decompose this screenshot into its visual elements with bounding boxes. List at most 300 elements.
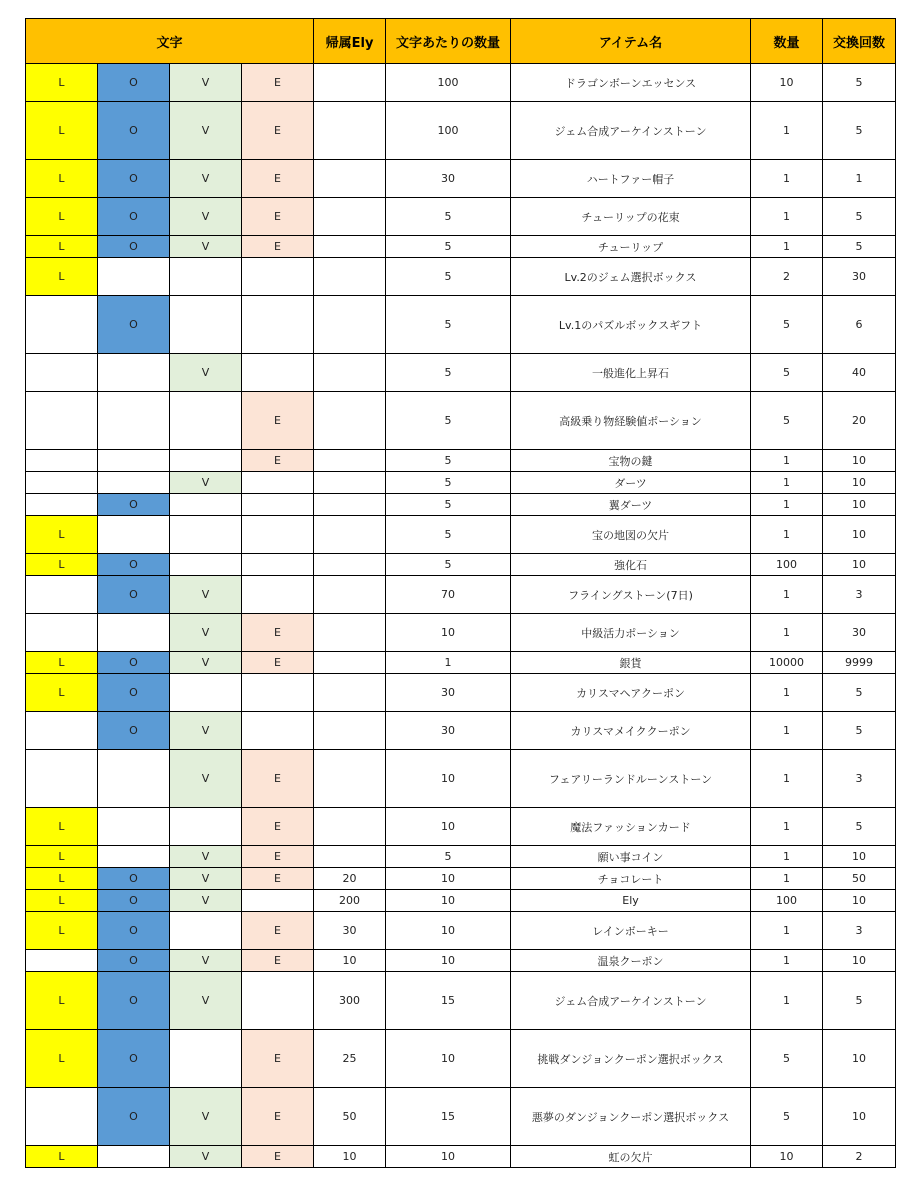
letter-v: V xyxy=(170,64,242,102)
per-letter-cell: 10 xyxy=(386,890,511,912)
item-name-cell: 銀貨 xyxy=(511,652,751,674)
letter-l: L xyxy=(26,868,98,890)
table-row xyxy=(26,258,896,296)
exchange-count-cell: 30 xyxy=(823,614,896,652)
item-name-cell: ダーツ xyxy=(511,472,751,494)
exchange-count-cell: 50 xyxy=(823,868,896,890)
kizoku-ely-cell: 10 xyxy=(314,1146,386,1168)
letter-e: E xyxy=(242,392,314,450)
letter-v xyxy=(170,554,242,576)
exchange-table xyxy=(25,18,896,1168)
table-row xyxy=(26,1088,896,1146)
exchange-count-cell: 10 xyxy=(823,516,896,554)
exchange-count-cell: 10 xyxy=(823,450,896,472)
letter-v xyxy=(170,450,242,472)
letter-o: O xyxy=(98,950,170,972)
letter-v: V xyxy=(170,236,242,258)
exchange-count-cell: 2 xyxy=(823,1146,896,1168)
letter-e: E xyxy=(242,652,314,674)
per-letter-cell: 5 xyxy=(386,846,511,868)
letter-e: E xyxy=(242,808,314,846)
quantity-cell: 10000 xyxy=(751,652,823,674)
letter-o: O xyxy=(98,712,170,750)
exchange-count-cell: 10 xyxy=(823,846,896,868)
letter-v xyxy=(170,392,242,450)
quantity-cell: 1 xyxy=(751,912,823,950)
table-row xyxy=(26,516,896,554)
letter-e: E xyxy=(242,64,314,102)
quantity-cell: 1 xyxy=(751,614,823,652)
exchange-count-cell: 5 xyxy=(823,198,896,236)
letter-l xyxy=(26,494,98,516)
letter-l: L xyxy=(26,808,98,846)
letter-o xyxy=(98,808,170,846)
item-name-cell: フェアリーランドルーンストーン xyxy=(511,750,751,808)
per-letter-cell: 5 xyxy=(386,296,511,354)
quantity-cell: 1 xyxy=(751,516,823,554)
letter-v xyxy=(170,674,242,712)
table-row xyxy=(26,750,896,808)
per-letter-cell: 5 xyxy=(386,392,511,450)
letter-l xyxy=(26,712,98,750)
per-letter-cell: 5 xyxy=(386,258,511,296)
letter-e: E xyxy=(242,1030,314,1088)
letter-e xyxy=(242,354,314,392)
letter-e xyxy=(242,712,314,750)
item-name-cell: 願い事コイン xyxy=(511,846,751,868)
letter-e xyxy=(242,972,314,1030)
letter-l: L xyxy=(26,1030,98,1088)
per-letter-cell: 10 xyxy=(386,1030,511,1088)
exchange-count-cell: 5 xyxy=(823,972,896,1030)
letter-e: E xyxy=(242,1088,314,1146)
letter-l: L xyxy=(26,258,98,296)
kizoku-ely-cell: 30 xyxy=(314,912,386,950)
per-letter-cell: 1 xyxy=(386,652,511,674)
table-row xyxy=(26,198,896,236)
letter-o: O xyxy=(98,912,170,950)
exchange-count-cell: 3 xyxy=(823,750,896,808)
item-name-cell: 中級活力ポーション xyxy=(511,614,751,652)
letter-v: V xyxy=(170,846,242,868)
letter-v: V xyxy=(170,890,242,912)
table-row xyxy=(26,450,896,472)
exchange-count-cell: 3 xyxy=(823,576,896,614)
kizoku-ely-cell: 300 xyxy=(314,972,386,1030)
per-letter-cell: 5 xyxy=(386,236,511,258)
letter-l xyxy=(26,296,98,354)
per-letter-cell: 5 xyxy=(386,198,511,236)
item-name-cell: 翼ダーツ xyxy=(511,494,751,516)
kizoku-ely-cell xyxy=(314,652,386,674)
header-kizoku-ely: 帰属Ely xyxy=(314,19,386,64)
letter-v: V xyxy=(170,102,242,160)
item-name-cell: レインボーキー xyxy=(511,912,751,950)
kizoku-ely-cell: 20 xyxy=(314,868,386,890)
quantity-cell: 1 xyxy=(751,846,823,868)
letter-l: L xyxy=(26,198,98,236)
per-letter-cell: 5 xyxy=(386,472,511,494)
quantity-cell: 5 xyxy=(751,392,823,450)
letter-l xyxy=(26,950,98,972)
per-letter-cell: 10 xyxy=(386,868,511,890)
quantity-cell: 1 xyxy=(751,160,823,198)
letter-o: O xyxy=(98,576,170,614)
kizoku-ely-cell xyxy=(314,614,386,652)
letter-o: O xyxy=(98,868,170,890)
letter-o: O xyxy=(98,890,170,912)
quantity-cell: 1 xyxy=(751,494,823,516)
kizoku-ely-cell xyxy=(314,354,386,392)
quantity-cell: 1 xyxy=(751,576,823,614)
letter-o xyxy=(98,258,170,296)
letter-v xyxy=(170,808,242,846)
quantity-cell: 5 xyxy=(751,296,823,354)
quantity-cell: 10 xyxy=(751,64,823,102)
exchange-count-cell: 5 xyxy=(823,808,896,846)
exchange-count-cell: 10 xyxy=(823,554,896,576)
exchange-count-cell: 1 xyxy=(823,160,896,198)
exchange-count-cell: 10 xyxy=(823,950,896,972)
quantity-cell: 10 xyxy=(751,1146,823,1168)
per-letter-cell: 5 xyxy=(386,354,511,392)
exchange-count-cell: 10 xyxy=(823,1088,896,1146)
per-letter-cell: 70 xyxy=(386,576,511,614)
exchange-count-cell: 10 xyxy=(823,890,896,912)
letter-v: V xyxy=(170,614,242,652)
quantity-cell: 1 xyxy=(751,198,823,236)
letter-l: L xyxy=(26,160,98,198)
item-name-cell: フライングストーン(7日) xyxy=(511,576,751,614)
kizoku-ely-cell xyxy=(314,472,386,494)
letter-o: O xyxy=(98,674,170,712)
kizoku-ely-cell: 10 xyxy=(314,950,386,972)
letter-l: L xyxy=(26,64,98,102)
exchange-count-cell: 3 xyxy=(823,912,896,950)
letter-v: V xyxy=(170,1088,242,1146)
letter-v: V xyxy=(170,868,242,890)
letter-o: O xyxy=(98,652,170,674)
letter-l: L xyxy=(26,554,98,576)
kizoku-ely-cell: 50 xyxy=(314,1088,386,1146)
kizoku-ely-cell xyxy=(314,198,386,236)
exchange-count-cell: 10 xyxy=(823,472,896,494)
letter-l xyxy=(26,450,98,472)
quantity-cell: 5 xyxy=(751,354,823,392)
letter-e: E xyxy=(242,198,314,236)
letter-e: E xyxy=(242,102,314,160)
exchange-count-cell: 5 xyxy=(823,102,896,160)
letter-e: E xyxy=(242,846,314,868)
letter-o xyxy=(98,516,170,554)
letter-o xyxy=(98,614,170,652)
item-name-cell: 悪夢のダンジョンクーポン選択ボックス xyxy=(511,1088,751,1146)
letter-o: O xyxy=(98,972,170,1030)
per-letter-cell: 15 xyxy=(386,1088,511,1146)
letter-e: E xyxy=(242,868,314,890)
letter-v: V xyxy=(170,160,242,198)
letter-l xyxy=(26,354,98,392)
item-name-cell: ハートファー帽子 xyxy=(511,160,751,198)
header-item-name: アイテム名 xyxy=(511,19,751,64)
item-name-cell: チューリップの花束 xyxy=(511,198,751,236)
item-name-cell: チューリップ xyxy=(511,236,751,258)
letter-l xyxy=(26,576,98,614)
item-name-cell: ジェム合成アーケインストーン xyxy=(511,102,751,160)
quantity-cell: 1 xyxy=(751,750,823,808)
table-row xyxy=(26,950,896,972)
letter-e: E xyxy=(242,750,314,808)
kizoku-ely-cell xyxy=(314,554,386,576)
quantity-cell: 1 xyxy=(751,808,823,846)
header-per-letter: 文字あたりの数量 xyxy=(386,19,511,64)
table-row xyxy=(26,64,896,102)
table-row xyxy=(26,1030,896,1088)
letter-v: V xyxy=(170,576,242,614)
item-name-cell: 虹の欠片 xyxy=(511,1146,751,1168)
letter-o: O xyxy=(98,1030,170,1088)
table-row xyxy=(26,296,896,354)
letter-e xyxy=(242,258,314,296)
quantity-cell: 5 xyxy=(751,1088,823,1146)
item-name-cell: ジェム合成アーケインストーン xyxy=(511,972,751,1030)
item-name-cell: カリスマメイククーポン xyxy=(511,712,751,750)
header-row xyxy=(26,19,896,64)
item-name-cell: Lv.1のパズルボックスギフト xyxy=(511,296,751,354)
table-row xyxy=(26,354,896,392)
letter-l xyxy=(26,472,98,494)
letter-o xyxy=(98,846,170,868)
kizoku-ely-cell: 200 xyxy=(314,890,386,912)
letter-e: E xyxy=(242,450,314,472)
quantity-cell: 1 xyxy=(751,450,823,472)
letter-o: O xyxy=(98,1088,170,1146)
per-letter-cell: 30 xyxy=(386,160,511,198)
letter-v: V xyxy=(170,972,242,1030)
quantity-cell: 1 xyxy=(751,674,823,712)
item-name-cell: チョコレート xyxy=(511,868,751,890)
letter-v xyxy=(170,258,242,296)
header-quantity: 数量 xyxy=(751,19,823,64)
quantity-cell: 2 xyxy=(751,258,823,296)
letter-o: O xyxy=(98,102,170,160)
kizoku-ely-cell xyxy=(314,296,386,354)
kizoku-ely-cell xyxy=(314,750,386,808)
kizoku-ely-cell xyxy=(314,494,386,516)
per-letter-cell: 10 xyxy=(386,1146,511,1168)
letter-v: V xyxy=(170,198,242,236)
table-row xyxy=(26,1146,896,1168)
letter-e: E xyxy=(242,912,314,950)
kizoku-ely-cell xyxy=(314,808,386,846)
letter-v xyxy=(170,494,242,516)
letter-o xyxy=(98,472,170,494)
per-letter-cell: 15 xyxy=(386,972,511,1030)
exchange-count-cell: 20 xyxy=(823,392,896,450)
letter-o xyxy=(98,392,170,450)
letter-l xyxy=(26,750,98,808)
per-letter-cell: 30 xyxy=(386,674,511,712)
quantity-cell: 1 xyxy=(751,868,823,890)
table-row xyxy=(26,554,896,576)
letter-l: L xyxy=(26,652,98,674)
exchange-count-cell: 10 xyxy=(823,494,896,516)
quantity-cell: 1 xyxy=(751,972,823,1030)
item-name-cell: Lv.2のジェム選択ボックス xyxy=(511,258,751,296)
item-name-cell: 宝物の鍵 xyxy=(511,450,751,472)
per-letter-cell: 5 xyxy=(386,516,511,554)
letter-l: L xyxy=(26,102,98,160)
quantity-cell: 1 xyxy=(751,712,823,750)
table-row xyxy=(26,472,896,494)
kizoku-ely-cell xyxy=(314,516,386,554)
kizoku-ely-cell xyxy=(314,450,386,472)
quantity-cell: 100 xyxy=(751,554,823,576)
per-letter-cell: 5 xyxy=(386,450,511,472)
letter-e xyxy=(242,576,314,614)
kizoku-ely-cell xyxy=(314,674,386,712)
exchange-count-cell: 5 xyxy=(823,712,896,750)
item-name-cell: 高級乗り物経験値ポーション xyxy=(511,392,751,450)
kizoku-ely-cell xyxy=(314,576,386,614)
table-row xyxy=(26,614,896,652)
letter-v: V xyxy=(170,472,242,494)
letter-e xyxy=(242,554,314,576)
per-letter-cell: 30 xyxy=(386,712,511,750)
quantity-cell: 1 xyxy=(751,102,823,160)
table-row xyxy=(26,392,896,450)
table-row xyxy=(26,972,896,1030)
letter-o xyxy=(98,450,170,472)
letter-v: V xyxy=(170,1146,242,1168)
letter-v: V xyxy=(170,652,242,674)
per-letter-cell: 5 xyxy=(386,554,511,576)
exchange-count-cell: 5 xyxy=(823,64,896,102)
table-row xyxy=(26,652,896,674)
per-letter-cell: 10 xyxy=(386,614,511,652)
letter-e xyxy=(242,472,314,494)
kizoku-ely-cell xyxy=(314,846,386,868)
letter-l: L xyxy=(26,972,98,1030)
kizoku-ely-cell xyxy=(314,64,386,102)
quantity-cell: 5 xyxy=(751,1030,823,1088)
exchange-count-cell: 5 xyxy=(823,674,896,712)
letter-l: L xyxy=(26,1146,98,1168)
item-name-cell: 宝の地図の欠片 xyxy=(511,516,751,554)
letter-o: O xyxy=(98,198,170,236)
letter-l xyxy=(26,614,98,652)
letter-e: E xyxy=(242,236,314,258)
letter-o xyxy=(98,750,170,808)
item-name-cell: 強化石 xyxy=(511,554,751,576)
per-letter-cell: 10 xyxy=(386,912,511,950)
quantity-cell: 1 xyxy=(751,472,823,494)
letter-o: O xyxy=(98,160,170,198)
table-row xyxy=(26,868,896,890)
kizoku-ely-cell xyxy=(314,236,386,258)
letter-l: L xyxy=(26,236,98,258)
item-name-cell: 魔法ファッションカード xyxy=(511,808,751,846)
letter-e: E xyxy=(242,950,314,972)
table-row xyxy=(26,912,896,950)
item-name-cell: 挑戦ダンジョンクーポン選択ボックス xyxy=(511,1030,751,1088)
letter-e xyxy=(242,890,314,912)
kizoku-ely-cell xyxy=(314,712,386,750)
letter-l xyxy=(26,1088,98,1146)
letter-l: L xyxy=(26,912,98,950)
per-letter-cell: 10 xyxy=(386,950,511,972)
letter-o: O xyxy=(98,296,170,354)
letter-l: L xyxy=(26,846,98,868)
table-row xyxy=(26,494,896,516)
letter-l: L xyxy=(26,516,98,554)
per-letter-cell: 10 xyxy=(386,808,511,846)
per-letter-cell: 5 xyxy=(386,494,511,516)
letter-o: O xyxy=(98,554,170,576)
per-letter-cell: 100 xyxy=(386,102,511,160)
table-row xyxy=(26,674,896,712)
exchange-count-cell: 30 xyxy=(823,258,896,296)
kizoku-ely-cell xyxy=(314,160,386,198)
letter-e xyxy=(242,516,314,554)
letter-v xyxy=(170,912,242,950)
letter-l: L xyxy=(26,674,98,712)
kizoku-ely-cell: 25 xyxy=(314,1030,386,1088)
quantity-cell: 1 xyxy=(751,950,823,972)
letter-v: V xyxy=(170,750,242,808)
kizoku-ely-cell xyxy=(314,258,386,296)
letter-o: O xyxy=(98,494,170,516)
letter-v: V xyxy=(170,712,242,750)
per-letter-cell: 100 xyxy=(386,64,511,102)
letter-v: V xyxy=(170,950,242,972)
exchange-count-cell: 5 xyxy=(823,236,896,258)
letter-v xyxy=(170,1030,242,1088)
exchange-count-cell: 40 xyxy=(823,354,896,392)
letter-e: E xyxy=(242,614,314,652)
item-name-cell: 温泉クーポン xyxy=(511,950,751,972)
table-row xyxy=(26,808,896,846)
table-row xyxy=(26,576,896,614)
letter-e xyxy=(242,674,314,712)
letter-l xyxy=(26,392,98,450)
letter-e: E xyxy=(242,160,314,198)
quantity-cell: 1 xyxy=(751,236,823,258)
item-name-cell: 一般進化上昇石 xyxy=(511,354,751,392)
exchange-count-cell: 9999 xyxy=(823,652,896,674)
letter-o: O xyxy=(98,236,170,258)
table-row xyxy=(26,890,896,912)
item-name-cell: カリスマヘアクーポン xyxy=(511,674,751,712)
exchange-count-cell: 10 xyxy=(823,1030,896,1088)
header-moji: 文字 xyxy=(26,19,314,64)
table-row xyxy=(26,102,896,160)
exchange-count-cell: 6 xyxy=(823,296,896,354)
per-letter-cell: 10 xyxy=(386,750,511,808)
header-exchange-count: 交換回数 xyxy=(823,19,896,64)
table-row xyxy=(26,236,896,258)
letter-o xyxy=(98,1146,170,1168)
letter-l: L xyxy=(26,890,98,912)
letter-e: E xyxy=(242,1146,314,1168)
item-name-cell: ドラゴンボーンエッセンス xyxy=(511,64,751,102)
quantity-cell: 100 xyxy=(751,890,823,912)
letter-o xyxy=(98,354,170,392)
kizoku-ely-cell xyxy=(314,392,386,450)
kizoku-ely-cell xyxy=(314,102,386,160)
letter-v xyxy=(170,516,242,554)
table-row xyxy=(26,160,896,198)
